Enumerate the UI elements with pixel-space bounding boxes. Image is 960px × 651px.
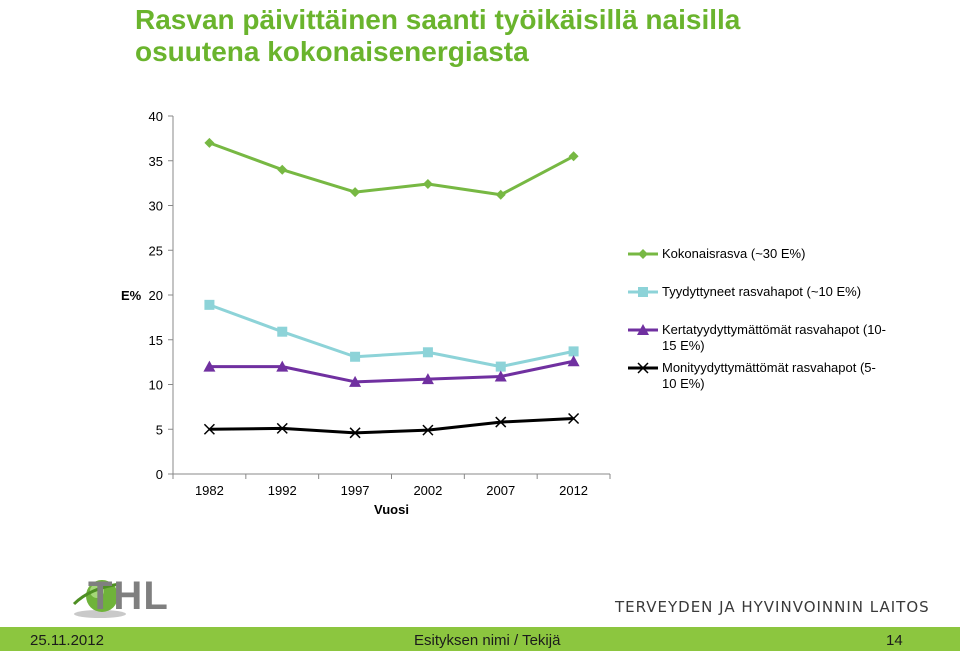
y-tick-label: 30	[148, 198, 163, 214]
data-point	[569, 346, 579, 356]
legend-item-saturated	[628, 284, 894, 300]
y-axis-title: E%	[121, 288, 142, 303]
y-tick-label: 40	[148, 109, 163, 124]
y-tick-label: 5	[155, 422, 163, 438]
data-point	[204, 138, 214, 148]
y-tick-label: 10	[148, 377, 163, 393]
chart-series	[203, 138, 579, 438]
data-point	[496, 362, 506, 372]
x-tick-label: 2002	[413, 483, 443, 498]
footer-presentation-info: Esityksen nimi / Tekijä	[414, 632, 561, 649]
legend-label: Monityydyttymättömät rasvahapot (5- 10 E%)	[662, 360, 876, 391]
chart-axes	[121, 109, 610, 517]
x-tick-label: 1997	[340, 483, 370, 498]
data-point	[350, 352, 360, 362]
x-tick-label: 1992	[267, 483, 297, 498]
legend-item-total-fat	[628, 246, 894, 262]
series-1	[204, 300, 578, 372]
series-line	[209, 419, 573, 433]
legend-marker-square-icon	[628, 285, 658, 299]
legend-marker-diamond-icon	[628, 247, 658, 261]
x-tick-label: 2012	[559, 483, 589, 498]
footer-page-number: 14	[886, 632, 903, 649]
footer-bar	[0, 627, 960, 651]
legend-item-polyunsaturated	[628, 360, 894, 392]
y-tick-label: 35	[148, 153, 163, 169]
y-tick-label: 25	[148, 243, 163, 259]
legend-label: Kokonaisrasva (~30 E%)	[662, 246, 806, 261]
legend-item-monounsaturated	[628, 322, 894, 354]
data-point	[204, 300, 214, 310]
legend-label: Kertatyydyttymättömät rasvahapot (10- 15 E%)	[662, 322, 886, 353]
series-line	[209, 143, 573, 195]
data-point	[277, 327, 287, 337]
x-tick-label: 2007	[486, 483, 516, 498]
data-point	[423, 179, 433, 189]
title-line-1: Rasvan päivittäinen saanti työikäisillä naisilla	[135, 4, 741, 35]
y-tick-label: 20	[148, 288, 163, 303]
logo-text: THL	[88, 574, 169, 618]
data-point	[350, 187, 360, 197]
title-line-2: osuutena kokonaisenergiasta	[135, 36, 529, 67]
legend-label: Tyydyttyneet rasvahapot (~10 E%)	[662, 284, 862, 299]
x-tick-label: 1982	[194, 483, 224, 498]
data-point	[423, 347, 433, 357]
organization-tagline: TERVEYDEN JA HYVINVOINNIN LAITOS	[615, 598, 930, 616]
y-tick-label: 15	[148, 332, 163, 348]
footer-date: 25.11.2012	[30, 632, 104, 649]
legend-marker-x-icon	[628, 361, 658, 375]
series-line	[209, 305, 573, 367]
x-axis-title: Vuosi	[374, 502, 409, 517]
series-2	[203, 355, 579, 387]
series-0	[204, 138, 578, 200]
y-tick-label: 0	[155, 467, 163, 482]
legend-marker-triangle-icon	[628, 323, 658, 337]
series-3	[204, 414, 578, 438]
data-point	[277, 165, 287, 175]
